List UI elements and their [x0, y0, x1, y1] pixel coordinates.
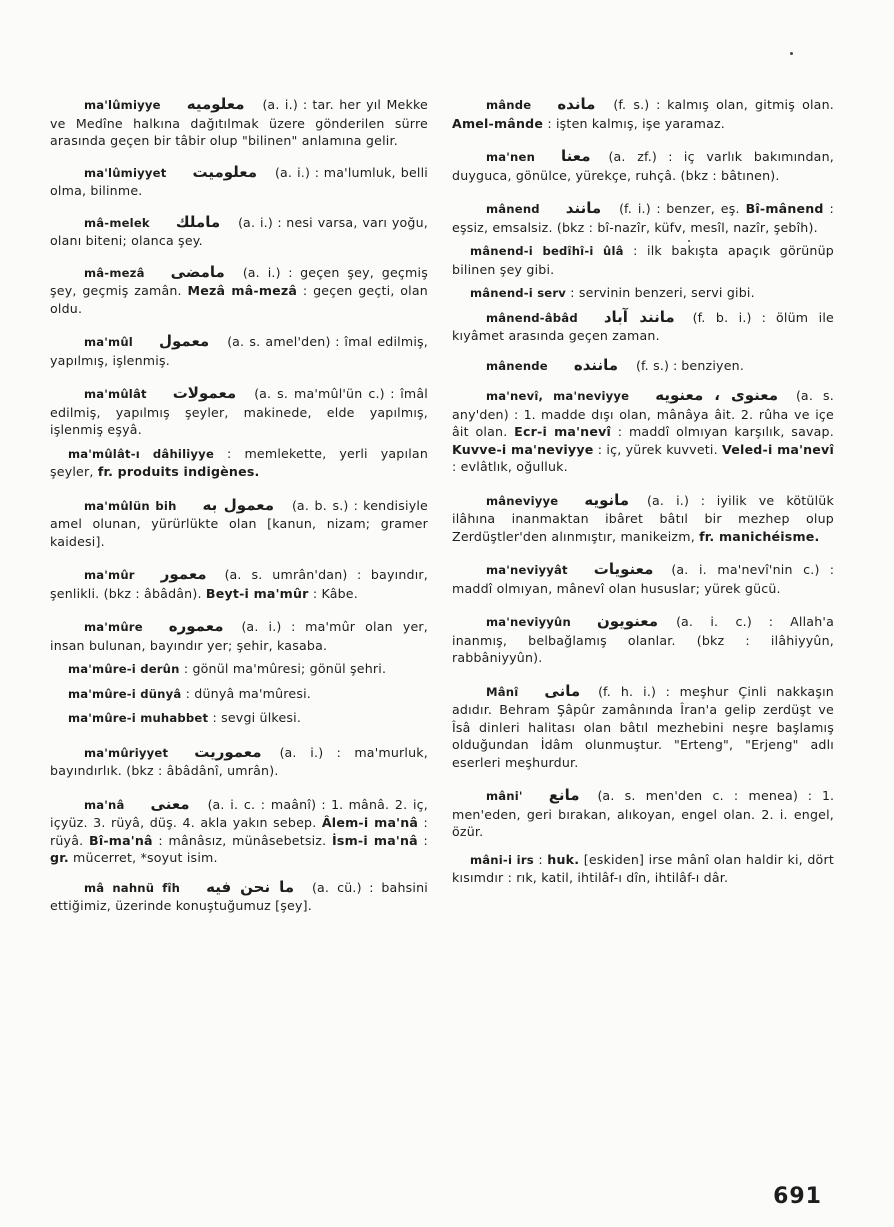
entry-headword: mânend — [486, 202, 540, 216]
entry-definition: (a. i. c.) : Allah'a inanmış, belbağlamış olanlar. (bkz : ilâhiyyûn, rabbâniyyûn). — [452, 614, 834, 665]
entry-definition: : — [538, 851, 543, 867]
dictionary-entry — [452, 613, 834, 667]
entry-bold-term: Kuvve-i ma'neviyye — [452, 441, 594, 457]
entry-definition: (a. s. any'den) : 1. madde dışı olan, mânâya âit. 2. rûha ve içe âit olan. — [452, 388, 834, 439]
entry-arabic-script: مامضى — [170, 262, 225, 281]
entry-definition: (a. cü.) : bahsini ettiğimiz, üzerinde konuştuğumuz [şey]. — [50, 879, 428, 913]
dictionary-entry — [50, 333, 428, 369]
entry-bold-term: Ecr-i ma'nevî — [514, 424, 612, 439]
entry-bold-term: Bî-ma'nâ — [89, 832, 153, 848]
entry-headword: ma'nâ — [84, 797, 125, 812]
entry-definition-part: : maddî olmıyan karşılık, savap. — [617, 424, 834, 439]
entry-arabic-script: مانویه — [584, 490, 630, 509]
entry-headword: ma'mûre-i muhabbet — [68, 711, 209, 725]
entry-definition-part: : eşsiz, emsalsiz. (bkz : bî-nazîr, küfv, mesîl, nazîr, şebîh). — [452, 201, 834, 235]
dictionary-entry — [50, 744, 428, 780]
entry-headword: mânend-âbâd — [486, 310, 578, 325]
entry-headword: ma'lûmiyyet — [84, 165, 167, 180]
entry-definition: (f. i.) : benzer, eş. — [619, 201, 740, 216]
entry-bold-term: fr. manichéisme. — [699, 528, 820, 544]
entry-headword: Mânî — [486, 684, 519, 699]
entry-definition-part: : işten kalmış, işe yaramaz. — [547, 115, 726, 131]
entry-headword: mâni-i irs — [470, 852, 534, 867]
entry-definition: (a. i. ma'nevî'nin c.) : maddî olmıyan, mânevî olan hususlar; yürek gücü. — [452, 562, 834, 596]
entry-arabic-script: معمول به — [202, 495, 275, 514]
entry-headword: ma'mûlât — [84, 387, 147, 401]
entry-bold-term: fr. produits indigènes. — [97, 464, 260, 479]
dictionary-entry — [452, 200, 834, 236]
page-number: 691 — [773, 1184, 822, 1209]
entry-headword: mânend-i bedîhî-i ûlâ — [470, 244, 624, 258]
entry-headword: ma'neviyyât — [486, 563, 568, 577]
dictionary-entry — [50, 497, 428, 551]
entry-definition: (f. h. i.) : meşhur Çinli nakkaşın adıdır. Behram Şâpûr zamânında Îran'a gelip zerdüşt ve Îsâ dinleri halitası olan bâtıl mezhebini neşre başlamış olduğundan İdâm olunmuştur. "Erteng", "Erjeng" adlı eserleri meşhurdur. — [452, 683, 834, 770]
entry-headword: ma'mûre-i derûn — [68, 662, 180, 676]
entry-bold-term: Bî-mânend — [745, 201, 824, 216]
entry-definition: (a. i.) : ma'mûr olan yer, insan bulunan, bayındır yer; şehir, kasaba. — [50, 619, 428, 653]
entry-headword: ma'nen — [486, 150, 536, 164]
entry-arabic-script: مانده — [557, 95, 596, 113]
entry-definition: (f. s.) : benziyen. — [636, 357, 745, 373]
entry-arabic-script: معلومیت — [192, 162, 258, 181]
dictionary-entry — [50, 214, 428, 250]
entry-definition-part: [eskiden] irse mânî olan haldir ki, dört kısımdır : rık, katil, ihtilâf-ı dîn, ihtilâf-ı dâr. — [452, 851, 834, 885]
entry-headword: ma'mûlât-ı dâhiliyye — [68, 446, 215, 461]
entry-definition-part: : — [423, 832, 428, 848]
dictionary-entry — [50, 685, 428, 704]
entry-definition: : dünyâ ma'mûresi. — [185, 685, 311, 701]
entry-definition-part: : geçen geçti, olan oldu. — [50, 283, 428, 316]
entry-definition: : sevgi ülkesi. — [212, 710, 302, 725]
entry-headword: mânende — [486, 358, 548, 373]
entry-arabic-script: مانع — [548, 786, 580, 804]
entry-arabic-script: معنی — [150, 794, 190, 813]
entry-headword: mâ nahnü fîh — [84, 880, 181, 895]
entry-arabic-script: معمولات — [172, 384, 237, 402]
entry-headword: ma'mûl — [84, 335, 133, 349]
dictionary-entry — [50, 709, 428, 728]
entry-headword: mâ-melek — [84, 215, 150, 230]
entry-headword: ma'mûre — [84, 620, 143, 634]
dictionary-entry — [452, 851, 834, 887]
dictionary-entry — [50, 164, 428, 200]
entry-definition: (a. i. c. : maânî) : 1. mânâ. 2. iç, içyüz. 3. rüyâ, düş. 4. akla yakın sebep. — [50, 796, 428, 830]
dictionary-entry — [452, 387, 834, 476]
dictionary-entry — [50, 445, 428, 481]
entry-definition: : memlekette, yerli yapılan şeyler, — [50, 445, 428, 479]
entry-definition-part: : iç, yürek kuvveti. — [597, 441, 718, 457]
entry-bold-term: Amel-mânde — [452, 115, 544, 131]
entry-definition: : ilk bakışta apaçık görünüp bilinen şey gibi. — [452, 243, 834, 277]
entry-definition: (a. zf.) : iç varlık bakımından, duyguca, gönülce, yürekçe, ruhçâ. (bkz : bâtınen). — [452, 149, 834, 183]
entry-bold-term: Mezâ mâ-mezâ — [187, 283, 298, 298]
entry-arabic-script: معموریت — [194, 742, 262, 761]
entry-definition: (a. i.) : nesi varsa, varı yoğu, olanı biteni; olanca şey. — [50, 214, 428, 248]
dictionary-entry — [50, 660, 428, 679]
dictionary-entry — [50, 96, 428, 150]
dictionary-entry — [50, 879, 428, 915]
entry-headword: ma'mûr — [84, 568, 135, 582]
entry-arabic-script: معنا — [561, 147, 591, 165]
dictionary-entry — [452, 242, 834, 278]
entry-arabic-script: معموره — [168, 617, 224, 635]
entry-definition: (a. s. men'den c. : menea) : 1. men'eden, geri bırakan, alıkoyan, engel olan. 2. i. engel, özür. — [452, 788, 834, 839]
entry-arabic-script: ما نحن فیه — [206, 877, 295, 896]
entry-definition: (a. i.) : geçen şey, geçmiş şey, geçmiş zamân. — [50, 264, 428, 298]
entry-headword: ma'mûlün bih — [84, 498, 177, 513]
entry-definition: : gönül ma'mûresi; gönül şehri. — [183, 661, 387, 676]
entry-definition-part: mücerret, *soyut isim. — [73, 850, 218, 865]
dictionary-entry — [452, 561, 834, 597]
entry-headword: ma'neviyyûn — [486, 615, 571, 629]
entry-definition: (a. b. s.) : kendisiyle amel olunan, yürürlükte olan [kanun, nizam; gramer kaidesi]. — [50, 497, 428, 549]
entry-bold-term: İsm-i ma'nâ — [332, 832, 418, 848]
left-column — [50, 90, 428, 915]
entry-arabic-script: معنویون — [596, 612, 659, 630]
dictionary-entry — [50, 796, 428, 867]
entry-definition: (a. s. umrân'dan) : bayındır, şenlikli. (bkz : âbâdân). — [50, 567, 428, 601]
entry-bold-term: Beyt-i ma'mûr — [205, 585, 309, 601]
entry-definition: (a. i.) : ma'lumluk, belli olma, bilinme. — [50, 164, 428, 198]
scan-speck — [688, 240, 690, 242]
entry-definition: (a. i.) : iyilik ve kötülük ilâhına inanmaktan ibâret bâtıl bir mezhep olup Zerdüştler'den alınmıştır, manikeizm, — [452, 492, 834, 544]
entry-headword: ma'mûriyyet — [84, 745, 169, 760]
dictionary-entry — [452, 787, 834, 841]
entry-bold-term: Âlem-i ma'nâ — [321, 815, 419, 830]
entry-arabic-script: معمور — [160, 565, 207, 583]
entry-headword: mâ-mezâ — [84, 265, 145, 280]
entry-definition: (a. s. ma'mûl'ün c.) : îmâl edilmiş, yapılmış şeyler, makinede, elde yapılmış, işlenmiş eşyâ. — [50, 386, 428, 437]
entry-arabic-script: مانند آباد — [603, 307, 675, 326]
dictionary-entry — [50, 566, 428, 602]
entry-definition-part: : mânâsız, münâsebetsiz. — [158, 832, 327, 848]
dictionary-entry — [50, 618, 428, 654]
entry-bold-term: gr. — [50, 850, 69, 865]
dictionary-entry — [452, 96, 834, 132]
entry-arabic-script: ماملك — [175, 212, 221, 231]
dictionary-entry — [452, 357, 834, 376]
dictionary-entry — [452, 284, 834, 303]
entry-arabic-script: معنویات — [593, 560, 654, 578]
entry-arabic-script: مانی — [544, 681, 581, 700]
entry-headword: mânend-i serv — [470, 286, 567, 300]
dictionary-entry — [452, 683, 834, 772]
entry-bold-term: huk. — [547, 851, 580, 867]
entry-headword: ma'lûmiyye — [84, 98, 161, 112]
entry-headword: mâneviyye — [486, 493, 559, 508]
dictionary-entry — [50, 385, 428, 439]
entry-headword: ma'nevî, ma'neviyye — [486, 389, 630, 403]
entry-arabic-script: مانند — [565, 199, 602, 217]
entry-bold-term: Veled-i ma'nevî — [722, 441, 834, 457]
entry-definition: (a. s. amel'den) : îmal edilmiş, yapılmış, işlenmiş. — [50, 334, 428, 368]
scan-speck — [790, 52, 793, 55]
entry-headword: mâni' — [486, 789, 523, 803]
entry-definition: (a. i.) : ma'murluk, bayındırlık. (bkz : âbâdânî, umrân). — [50, 744, 428, 778]
entry-definition: : servinin benzeri, servi gibi. — [570, 285, 755, 300]
entry-arabic-script: معلومیه — [186, 95, 245, 113]
entry-arabic-script: ماننده — [573, 355, 619, 374]
entry-arabic-script: معنوی ، معنویه — [655, 386, 778, 404]
entry-definition-part: : rüyâ. — [50, 815, 428, 848]
dictionary-entry — [50, 264, 428, 318]
entry-definition-part: : evlâtlık, oğulluk. — [452, 459, 568, 474]
entry-definition: (a. i.) : tar. her yıl Mekke ve Medîne halkına dağıtılmak üzere gönderilen sürre arasında geçen bir tâbir olup "bilinen" anlamına gelir. — [50, 97, 428, 148]
entry-definition: (f. s.) : kalmış olan, gitmiş olan. — [613, 97, 834, 112]
right-column — [452, 90, 834, 887]
entry-definition: (f. b. i.) : ölüm ile kıyâmet arasında geçen zaman. — [452, 309, 834, 343]
entry-definition-part: : Kâbe. — [312, 585, 358, 601]
entry-headword: mânde — [486, 98, 532, 112]
dictionary-entry — [452, 309, 834, 345]
dictionary-entry — [452, 492, 834, 546]
dictionary-entry — [452, 148, 834, 184]
entry-arabic-script: معمول — [158, 332, 210, 350]
entry-headword: ma'mûre-i dünyâ — [68, 686, 182, 701]
